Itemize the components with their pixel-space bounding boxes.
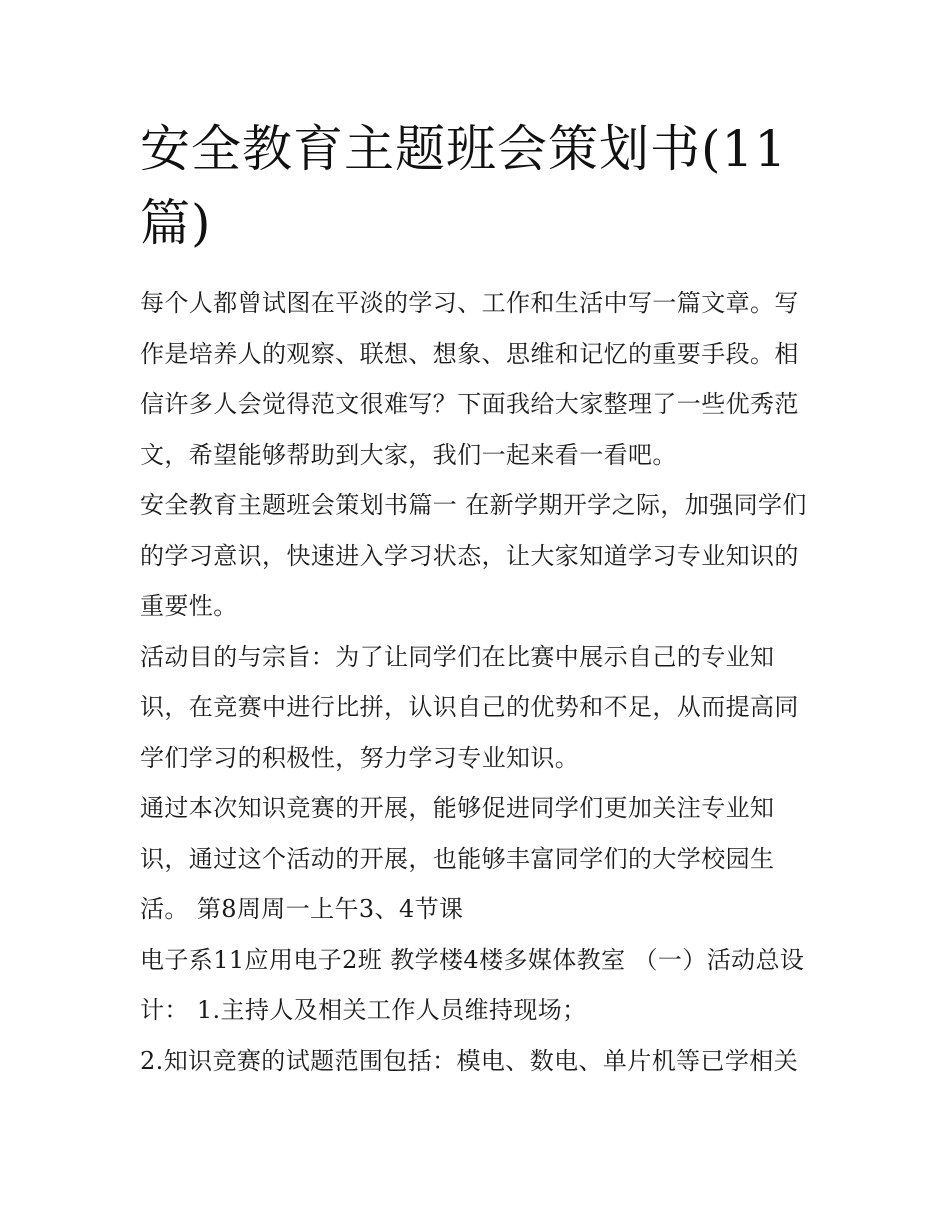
paragraph-intro: 每个人都曾试图在平淡的学习、工作和生活中写一篇文章。写作是培养人的观察、联想、想象、思维和记忆的重要手段。相信许多人会觉得范文很难写？下面我给大家整理了一些优秀范文，希望能够帮助到大家，我们一起来看一看吧。 bbox=[140, 289, 799, 469]
document-title: 安全教育主题班会策划书(11篇) bbox=[140, 120, 788, 252]
paragraph-schedule: 通过本次知识竞赛的开展，能够促进同学们更加关注专业知识，通过这个活动的开展，也能够丰富同学们的大学校园生活。 第8周周一上午3、4节课 bbox=[140, 794, 775, 923]
document-body bbox=[140, 278, 812, 1086]
paragraph-quiz-scope: 2.知识竞赛的试题范围包括：模电、数电、单片机等已学相关 bbox=[140, 1046, 799, 1075]
paragraph-part-one: 安全教育主题班会策划书篇一 在新学期开学之际，加强同学们的学习意识，快速进入学习状态，让大家知道学习专业知识的重要性。 bbox=[140, 491, 807, 620]
paragraph-location-design: 电子系11应用电子2班 教学楼4楼多媒体教室 （一）活动总设计： 1.主持人及相关工作人员维持现场； bbox=[140, 945, 805, 1024]
paragraph-purpose: 活动目的与宗旨：为了让同学们在比赛中展示自己的专业知识，在竞赛中进行比拼，认识自己的优势和不足，从而提高同学们学习的积极性，努力学习专业知识。 bbox=[140, 642, 799, 772]
